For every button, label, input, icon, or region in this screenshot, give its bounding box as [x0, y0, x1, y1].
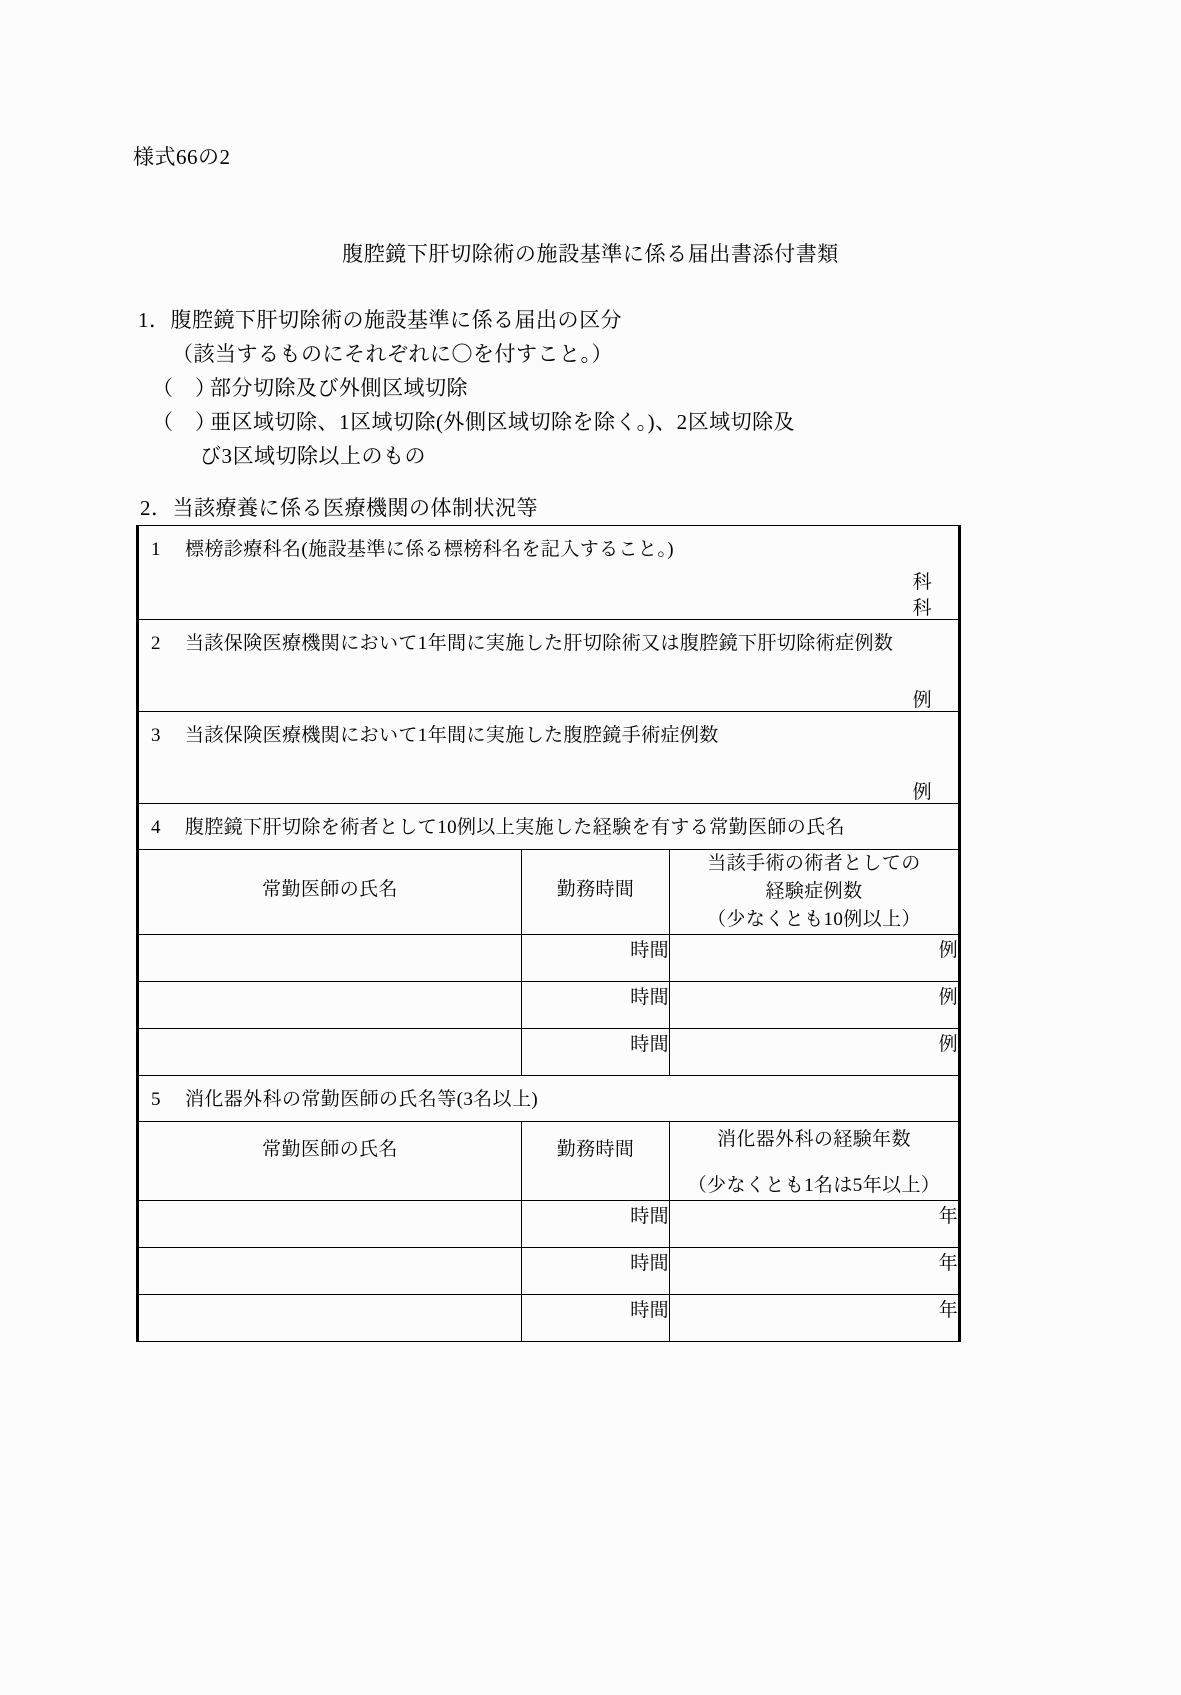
choice-label-2: 亜区域切除、1区域切除(外側区域切除を除く。)、2区域切除及 — [210, 410, 796, 434]
row-5-entry-3-hours[interactable] — [522, 1295, 670, 1342]
row-3-cell — [138, 712, 960, 804]
row-3-entry-space[interactable] — [139, 753, 958, 777]
row-5-entry-row — [138, 1295, 960, 1342]
row-5-entry-1-name[interactable] — [138, 1201, 522, 1248]
row-4-col-experience-header — [670, 850, 960, 935]
row-4-entry-row — [138, 935, 960, 982]
row-4-number: 4 — [151, 817, 161, 838]
section-1-note: （該当するものにそれぞれに〇を付すこと。） — [172, 342, 613, 366]
row-1-unit-line-2: 科 — [912, 598, 932, 619]
row-5-entry-3-name[interactable] — [138, 1295, 522, 1342]
choice-marker-1[interactable]: （ ） — [152, 376, 217, 400]
row-4-entry-1-hours[interactable] — [522, 935, 670, 982]
row-5-col-hours-text: 勤務時間 — [556, 1139, 635, 1160]
table-row-item-4-heading — [138, 804, 960, 850]
row-4-entry-2-hours-unit: 時間 — [630, 987, 669, 1008]
section-2-table-wrapper — [136, 525, 958, 1342]
row-5-col-name-text: 常勤医師の氏名 — [262, 1139, 398, 1160]
row-4-entry-3-name[interactable] — [138, 1029, 522, 1076]
table-row-item-5-heading — [138, 1076, 960, 1122]
row-3-label: 当該保険医療機関において1年間に実施した腹腔鏡手術症例数 — [185, 725, 719, 746]
table-row-item-2 — [138, 620, 960, 712]
row-5-entry-1-experience[interactable] — [670, 1201, 960, 1248]
choice-option-2[interactable] — [138, 405, 1078, 439]
row-4-entry-row — [138, 982, 960, 1029]
row-5-entry-2-experience[interactable] — [670, 1248, 960, 1295]
table-row-item-1 — [138, 526, 960, 620]
document-title: 腹腔鏡下肝切除術の施設基準に係る届出書添付書類 — [342, 242, 839, 266]
row-5-col-exp-line2: （少なくとも1名は5年以上） — [687, 1175, 941, 1196]
row-2-label: 当該保険医療機関において1年間に実施した肝切除術又は腹腔鏡下肝切除術症例数 — [185, 633, 894, 654]
row-5-col-hours-header — [522, 1122, 670, 1201]
row-4-entry-1-exp-unit: 例 — [938, 940, 958, 961]
row-4-entry-1-experience[interactable] — [670, 935, 960, 982]
row-4-label: 腹腔鏡下肝切除を術者として10例以上実施した経験を有する常勤医師の氏名 — [185, 817, 846, 838]
choice-marker-2[interactable]: （ ） — [152, 410, 217, 434]
row-5-col-name-header — [138, 1122, 522, 1201]
section-1 — [138, 303, 1078, 473]
row-1-cell — [138, 526, 960, 620]
row-4-entry-3-hours[interactable] — [522, 1029, 670, 1076]
row-2-entry-space[interactable] — [139, 661, 958, 685]
row-5-entry-3-exp-unit: 年 — [938, 1300, 958, 1321]
row-5-entry-1-hours[interactable] — [522, 1201, 670, 1248]
row-5-label: 消化器外科の常勤医師の氏名等(3名以上) — [185, 1089, 539, 1110]
row-5-entry-row — [138, 1248, 960, 1295]
row-3-number: 3 — [151, 725, 161, 746]
section-1-heading: 1．腹腔鏡下肝切除術の施設基準に係る届出の区分 — [138, 308, 622, 332]
row-4-entry-3-hours-unit: 時間 — [630, 1034, 669, 1055]
row-4-cell — [138, 804, 960, 850]
row-4-col-exp-line1: 当該手術の術者としての — [707, 853, 921, 874]
row-4-entry-1-name[interactable] — [138, 935, 522, 982]
row-4-entry-2-hours[interactable] — [522, 982, 670, 1029]
row-5-cell — [138, 1076, 960, 1122]
row-4-entry-3-exp-unit: 例 — [938, 1034, 958, 1055]
facility-status-table — [136, 525, 961, 1342]
row-4-entry-2-exp-unit: 例 — [938, 987, 958, 1008]
row-5-entry-2-hours[interactable] — [522, 1248, 670, 1295]
row-4-entry-3-experience[interactable] — [670, 1029, 960, 1076]
row-4-col-exp-line2: 経験症例数 — [765, 881, 863, 902]
row-5-entry-row — [138, 1201, 960, 1248]
row-1-number: 1 — [151, 539, 161, 560]
row-5-entry-1-exp-unit: 年 — [938, 1206, 958, 1227]
row-4-column-headers — [138, 850, 960, 935]
choice-label-1: 部分切除及び外側区域切除 — [210, 376, 468, 400]
form-code: 様式66の2 — [133, 145, 231, 169]
row-5-entry-1-hours-unit: 時間 — [630, 1206, 669, 1227]
row-5-col-experience-header — [670, 1122, 960, 1201]
row-5-entry-2-hours-unit: 時間 — [630, 1253, 669, 1274]
section-2-heading: 2．当該療養に係る医療機関の体制状況等 — [140, 496, 538, 520]
row-4-entry-2-name[interactable] — [138, 982, 522, 1029]
row-4-entry-1-hours-unit: 時間 — [630, 940, 669, 961]
row-4-col-hours-header — [522, 850, 670, 935]
row-5-number: 5 — [151, 1089, 161, 1110]
choice-option-1[interactable] — [138, 371, 1078, 405]
row-5-entry-3-experience[interactable] — [670, 1295, 960, 1342]
row-4-entry-row — [138, 1029, 960, 1076]
row-5-entry-2-exp-unit: 年 — [938, 1253, 958, 1274]
row-2-unit: 例 — [912, 690, 932, 711]
row-4-col-hours-text: 勤務時間 — [556, 879, 635, 900]
row-1-unit-line-1: 科 — [912, 572, 932, 593]
choice-label-2-continuation: び3区域切除以上のもの — [200, 444, 426, 468]
row-1-label: 標榜診療科名(施設基準に係る標榜科名を記入すること。) — [185, 539, 674, 560]
row-5-column-headers — [138, 1122, 960, 1201]
row-3-unit: 例 — [912, 782, 932, 803]
row-2-number: 2 — [151, 633, 161, 654]
row-5-entry-3-hours-unit: 時間 — [630, 1300, 669, 1321]
row-4-entry-2-experience[interactable] — [670, 982, 960, 1029]
row-4-col-name-header — [138, 850, 522, 935]
row-4-col-exp-line3: （少なくとも10例以上） — [707, 909, 921, 930]
table-row-item-3 — [138, 712, 960, 804]
row-4-col-name-text: 常勤医師の氏名 — [262, 879, 398, 900]
row-5-col-exp-line1: 消化器外科の経験年数 — [716, 1129, 911, 1150]
row-5-entry-2-name[interactable] — [138, 1248, 522, 1295]
row-2-cell — [138, 620, 960, 712]
